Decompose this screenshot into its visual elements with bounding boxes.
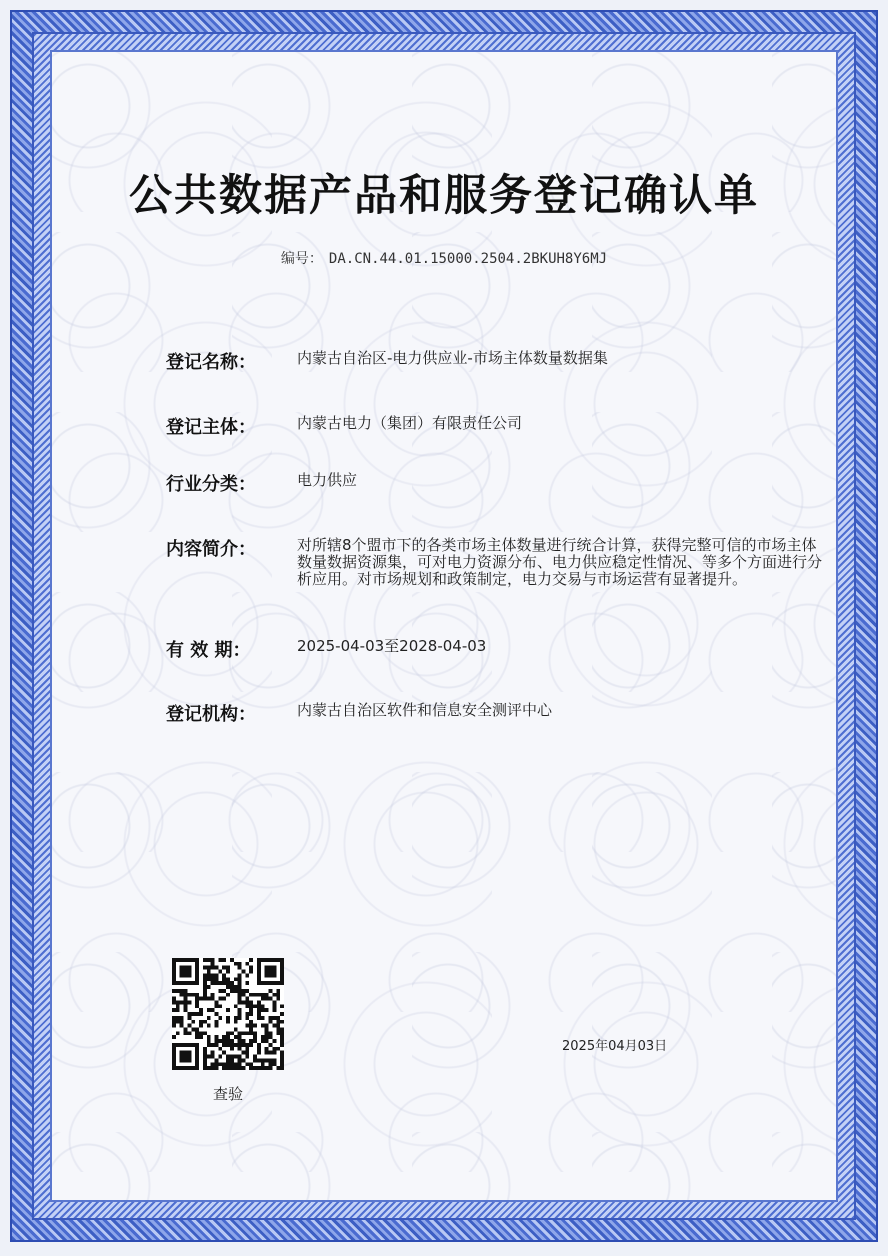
field-value: 2025-04-03至2028-04-03	[297, 637, 487, 655]
serial-label: 编号：	[280, 251, 323, 267]
field-label: 登记主体：	[166, 417, 256, 438]
field-value: 内蒙古自治区-电力供应业-市场主体数量数据集	[297, 349, 608, 367]
field-value: 对所辖8个盟市下的各类市场主体数量进行统合计算，获得完整可信的市场主体数量数据资源集，可对电力资源分布、电力供应稳定性情况、等多个方面进行分析应用。对市场规划和政策制定，电力交易与市场运营有显著提升。	[297, 536, 823, 588]
verify-caption: 查验	[212, 1085, 243, 1103]
issue-date: 2025年04月03日	[562, 1039, 668, 1054]
field-label: 内容简介：	[166, 539, 256, 560]
serial-number	[0, 248, 888, 268]
field-label: 行业分类：	[166, 474, 256, 495]
field-label: 有 效 期：	[166, 640, 251, 661]
field-value: 电力供应	[297, 471, 358, 489]
field-label: 登记机构：	[166, 704, 256, 725]
field-label: 登记名称：	[166, 352, 256, 373]
field-value: 内蒙古自治区软件和信息安全测评中心	[297, 701, 553, 719]
field-value: 内蒙古电力（集团）有限责任公司	[297, 414, 523, 432]
qr-code-icon[interactable]	[172, 958, 284, 1070]
serial-value: DA.CN.44.01.15000.2504.2BKUH8Y6MJ	[328, 251, 608, 267]
page-title: 公共数据产品和服务登记确认单	[129, 171, 759, 221]
